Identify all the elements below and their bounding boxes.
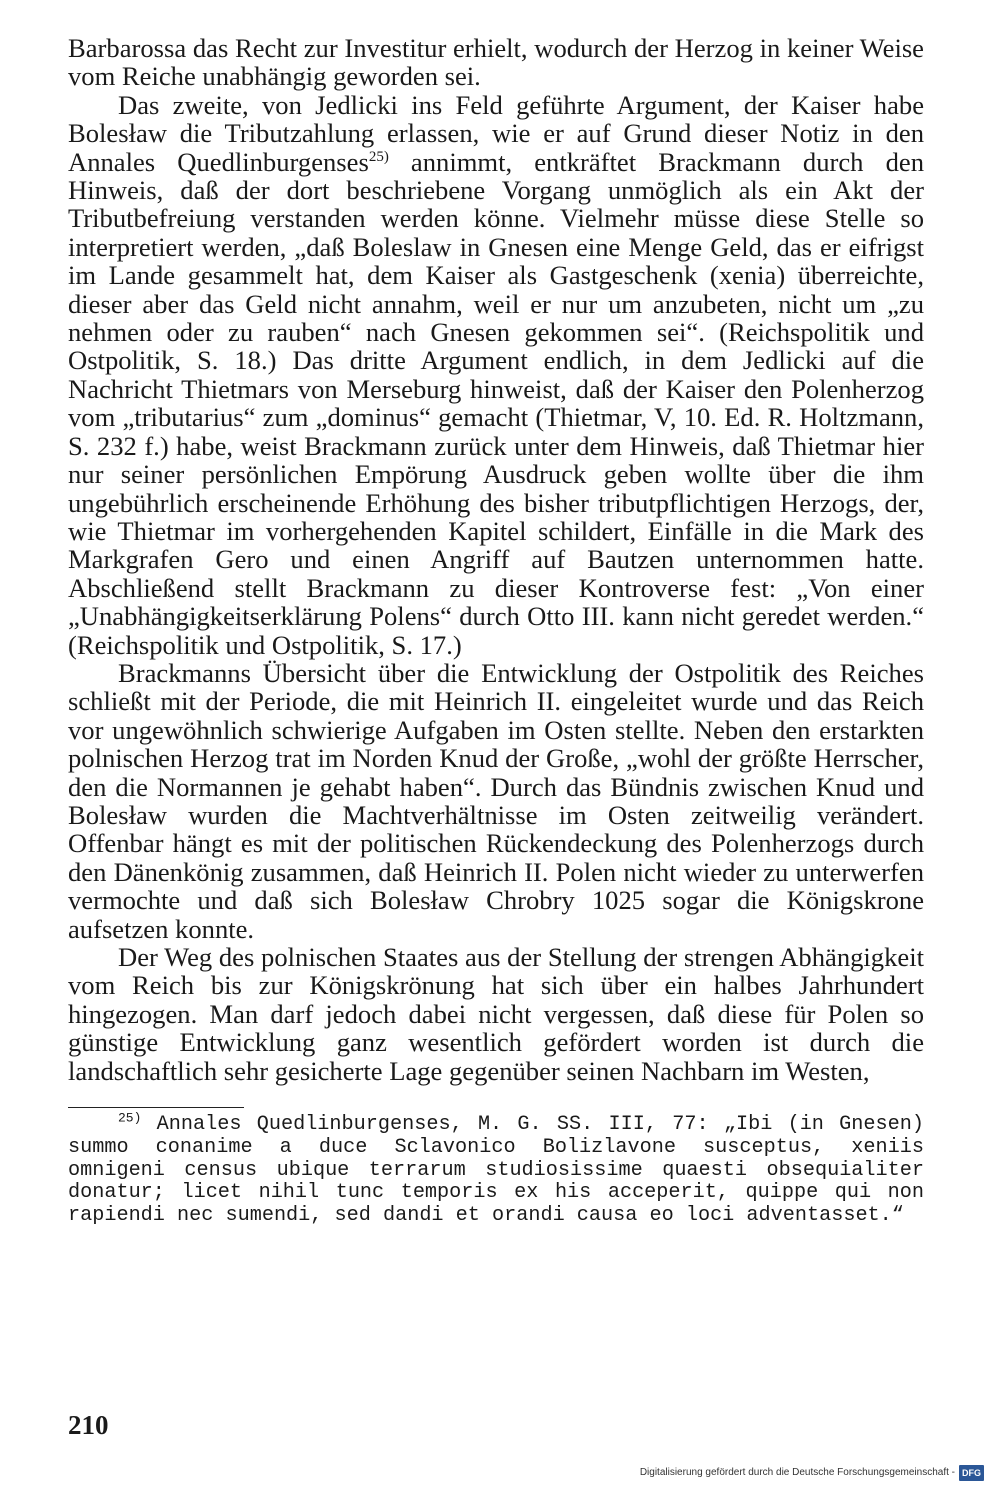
paragraph	[68, 34, 924, 91]
paragraph-text: Barbarossa das Recht zur Investitur erhielt, wodurch der Herzog in keiner Weise vom Reiche unabhängig geworden sei.	[68, 33, 924, 92]
body-text	[68, 34, 924, 1085]
paragraph-text: Brackmanns Übersicht über die Entwicklung der Ostpolitik des Reiches schließt mit der Periode, die mit Heinrich II. eingeleitet wurde und das Reich vor ungewöhnlich schwierige Aufgaben im Osten stellte. Neben den erstarkten polnischen Herzog trat im Norden Knud der Große, „wohl der größte Herrscher, den die Normannen je gehabt haben“. Durch das Bündnis zwischen Knud und Bolesław wurden die Machtverhältnisse im Osten zeitweilig verändert. Offenbar hängt es mit der politischen Rückendeckung des Polenherzogs durch den Dänenkönig zusammen, daß Heinrich II. Polen nicht wieder zu unterwerfen vermochte und daß sich Bolesław Chrobry 1025 sogar die Königskrone aufsetzen konnte.	[68, 657, 924, 944]
footnote-reference: 25)	[368, 148, 389, 165]
page-content	[68, 34, 924, 1228]
paragraph	[68, 91, 924, 659]
dfg-logo: DFG	[959, 1465, 984, 1481]
footnote-text: Annales Quedlinburgenses, M. G. SS. III, 77: „Ibi (in Gnesen) summo conanime a duce Sclavonico Bolizlavone susceptus, xeniis omnigeni census ubique terrarum studiosissime quaesti obsequialiter donatur; licet nihil tunc temporis ex his acceperit, quippe qui non rapiendi nec sumendi, sed dandi et orandi causa eo loci adventasset.“	[68, 1113, 924, 1228]
page-number: 210	[68, 1410, 109, 1440]
digitization-credit	[640, 1465, 984, 1481]
paragraph	[68, 943, 924, 1085]
footnote-25	[68, 1110, 924, 1228]
paragraph-text: annimmt, entkräftet Brackmann durch den Hinweis, daß der dort beschriebene Vorgang unmöglich als ein Akt der Tributbefreiung verstanden werden könne. Vielmehr müsse diese Stelle so interpretiert werden, „daß Boleslaw in Gnesen eine Menge Geld, das er eifrigst im Lande gesammelt hat, dem Kaiser als Gastgeschenk (xenia) überreichte, dieser aber das Geld nicht annahm, weil er nur um anzubeten, nicht um „zu nehmen oder zu rauben“ nach Gnesen gekommen sei“. (Reichspolitik und Ostpolitik, S. 18.) Das dritte Argument endlich, in dem Jedlicki auf die Nachricht Thietmars von Merseburg hinweist, daß der Kaiser den Polenherzog vom „tributarius“ zum „dominus“ gemacht (Thietmar, V, 10. Ed. R. Holtzmann, S. 232 f.) habe, weist Brackmann zurück unter dem Hinweis, daß Thietmar hier nur seiner persönlichen Empörung Ausdruck geben wollte über die ihm ungebührlich erscheinende Erhöhung des bisher tributpflichtigen Herzogs, der, wie Thietmar im vorhergehenden Kapitel schildert, Einfälle in die Mark des Markgrafen Gero und einen Angriff auf Bautzen unternommen hatte. Abschließend stellt Brackmann zu dieser Kontroverse fest: „Von einer „Unabhängigkeitserklärung Polens“ durch Otto III. kann nicht geredet werden.“ (Reichspolitik und Ostpolitik, S. 17.)	[68, 146, 924, 660]
credit-text: Digitalisierung gefördert durch die Deutsche Forschungsgemeinschaft -	[639, 1467, 955, 1478]
paragraph	[68, 659, 924, 943]
footnote-marker: 25)	[118, 1110, 142, 1126]
paragraph-text: Das zweite, von Jedlicki ins Feld geführte Argument, der Kaiser habe Bolesław die Tributzahlung erlassen, wie er auf Grund dieser Notiz in den Annales Quedlinburgenses	[68, 89, 924, 177]
footnote-rule	[68, 1107, 244, 1108]
paragraph-text: Der Weg des polnischen Staates aus der Stellung der strengen Abhängigkeit vom Reich bis zur Königskrönung hat sich über ein halbes Jahrhundert hingezogen. Man darf jedoch dabei nicht vergessen, daß diese für Polen so günstige Entwicklung ganz wesentlich gefördert worden ist durch die landschaftlich sehr gesicherte Lage gegenüber seinen Nachbarn im Westen,	[68, 942, 924, 1086]
